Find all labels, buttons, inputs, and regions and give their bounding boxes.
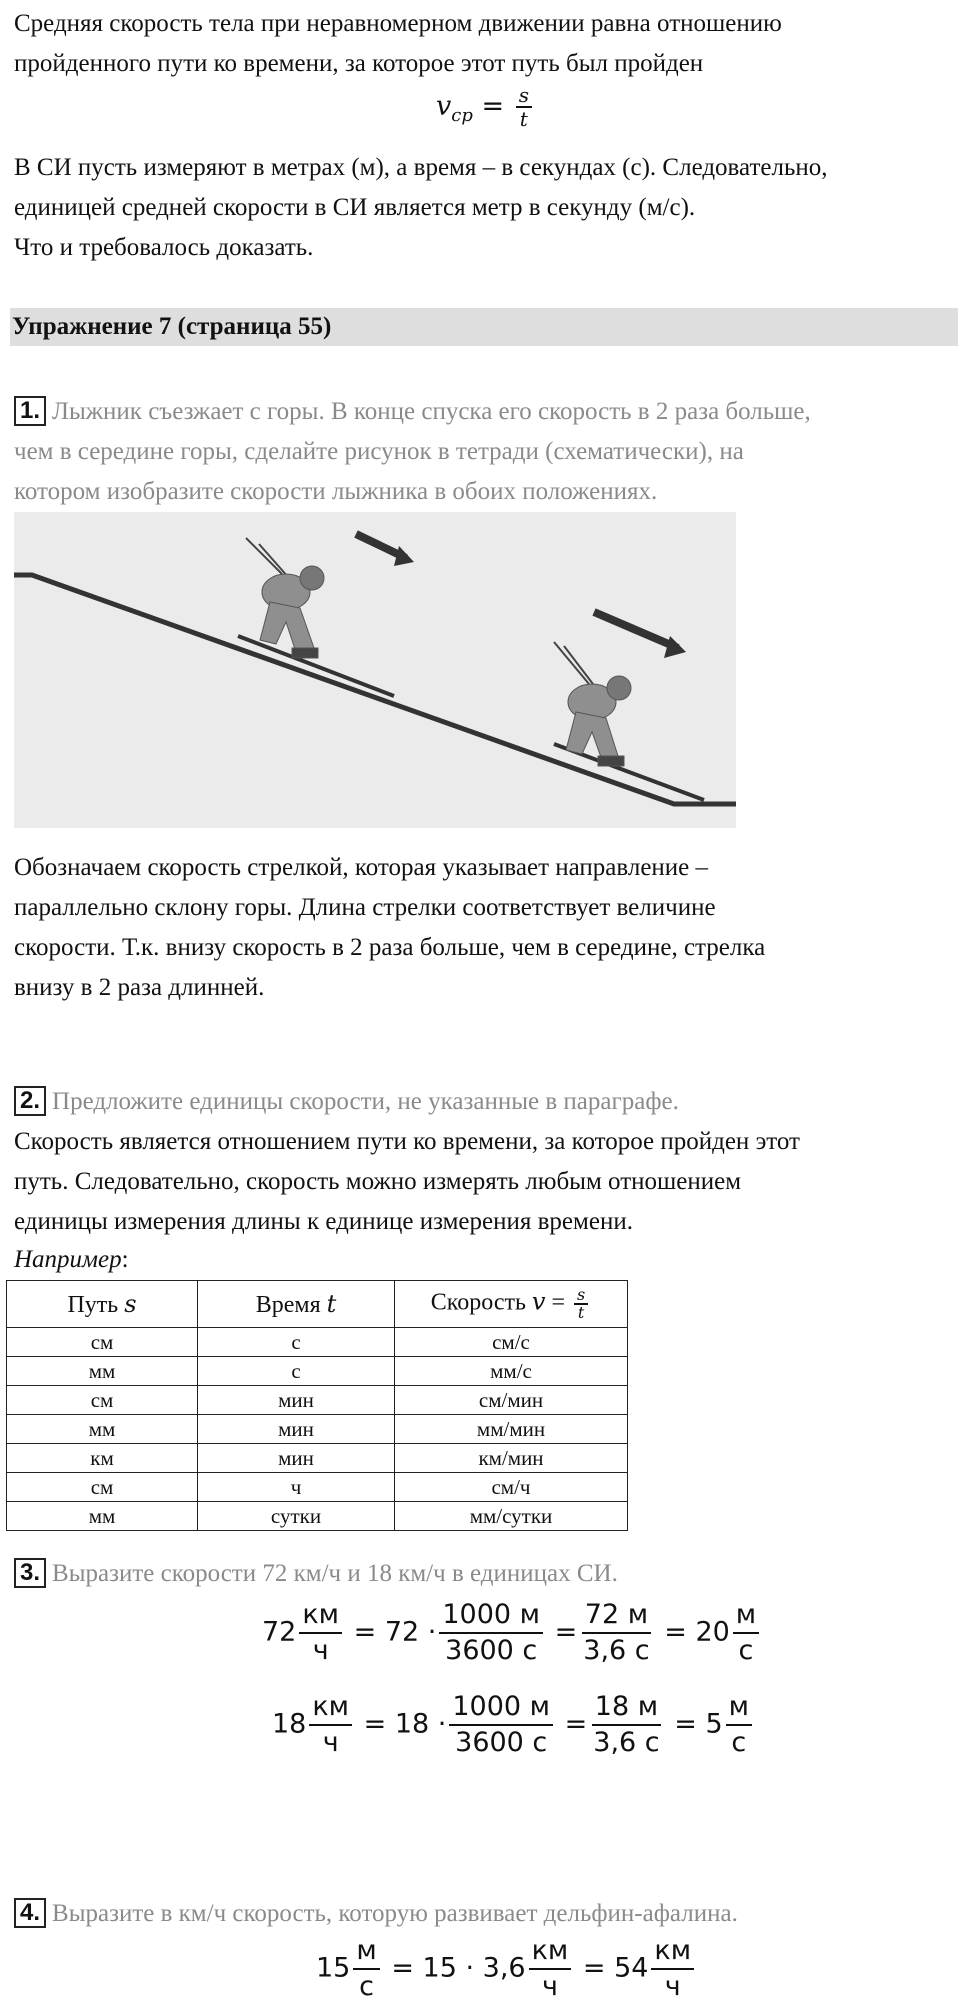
q1-question-line: чем в середине горы, сделайте рисунок в тетради (схематически), на: [14, 438, 744, 465]
formula-v: v: [436, 90, 452, 122]
q1-answer: Обозначаем скорость стрелкой, которая указывает направление –: [14, 854, 709, 881]
table-row: см мин см/мин: [7, 1386, 628, 1415]
intro-line: В СИ пусть измеряют в метрах (м), а время – в секундах (с). Следовательно,: [14, 154, 828, 181]
formula-eq: =: [481, 90, 505, 122]
q2-answer: Скорость является отношением пути ко времени, за которое пройден этот: [14, 1128, 800, 1155]
q3-question: [14, 1554, 618, 1594]
q3-formula-1: 72 $\frac{км}{ч}$ = 72 · $\frac{1000 м}{3600 с}$ = $\frac{72 м}{3,6 с}$ = 20 $\frac{м}{с}$: [262, 1598, 762, 1668]
q1-answer: внизу в 2 раза длинней.: [14, 974, 265, 1001]
q2-answer: единицы измерения длины к единице измерения времени.: [14, 1208, 633, 1235]
intro-line: Что и требовалось доказать.: [14, 234, 314, 261]
q4-number: 4.: [14, 1898, 46, 1928]
q1-answer: скорости. Т.к. внизу скорость в 2 раза больше, чем в середине, стрелка: [14, 934, 766, 961]
table-row: мм с мм/с: [7, 1357, 628, 1386]
q4-question-text: Выразите в км/ч скорость, которую развивает дельфин-афалина.: [52, 1900, 738, 1927]
table-header-time: Время t: [198, 1281, 395, 1328]
table-row: см с см/с: [7, 1328, 628, 1357]
q2-answer: путь. Следовательно, скорость можно измерять любым отношением: [14, 1168, 742, 1195]
formula-denominator: t: [519, 107, 528, 131]
q1-answer: параллельно склону горы. Длина стрелки соответствует величине: [14, 894, 716, 921]
q3-formula-2: 18 $\frac{км}{ч}$ = 18 · $\frac{1000 м}{3600 с}$ = $\frac{18 м}{3,6 с}$ = 5 $\frac{м}{с}$: [272, 1690, 755, 1760]
table-row: мм мин мм/мин: [7, 1415, 628, 1444]
formula-numerator: s: [516, 84, 532, 108]
q4-formula: 15 $\frac{м}{с}$ = 15 · 3,6 $\frac{км}{ч}$ = 54 $\frac{км}{ч}$: [316, 1934, 697, 2004]
intro-line: Средняя скорость тела при неравномерном движении равна отношению: [14, 10, 782, 37]
exercise-title: Упражнение 7 (страница 55): [10, 308, 958, 346]
q4-question: [14, 1894, 738, 1934]
q1-question-line: котором изобразите скорости лыжника в обоих положениях.: [14, 478, 658, 505]
table-row: мм сутки мм/сутки: [7, 1502, 628, 1531]
intro-line: единицей средней скорости в СИ является метр в секунду (м/с).: [14, 194, 696, 221]
skier-illustration: [14, 512, 736, 828]
q3-question-text: Выразите скорости 72 км/ч и 18 км/ч в единицах СИ.: [52, 1560, 618, 1587]
table-row: км мин км/мин: [7, 1444, 628, 1473]
q2-question: [14, 1082, 679, 1122]
q1-question: [14, 392, 811, 432]
avg-speed-formula: [436, 84, 535, 130]
table-header-path: Путь s: [7, 1281, 198, 1328]
q2-number: 2.: [14, 1086, 46, 1116]
q2-question-text: Предложите единицы скорости, не указанные в параграфе.: [52, 1088, 679, 1115]
units-table: [6, 1280, 628, 1531]
formula-fraction: [516, 84, 532, 130]
table-row: см ч см/ч: [7, 1473, 628, 1502]
q3-number: 3.: [14, 1558, 46, 1588]
q1-number: 1.: [14, 396, 46, 426]
example-label: Например:: [14, 1246, 129, 1273]
table-header-speed: Скорость v = $\frac{s}{t}$: [395, 1281, 628, 1328]
intro-line: пройденного пути ко времени, за которое этот путь был пройден: [14, 50, 704, 77]
formula-sub: ср: [451, 104, 473, 126]
q1-question-text: Лыжник съезжает с горы. В конце спуска его скорость в 2 раза больше,: [52, 398, 811, 425]
